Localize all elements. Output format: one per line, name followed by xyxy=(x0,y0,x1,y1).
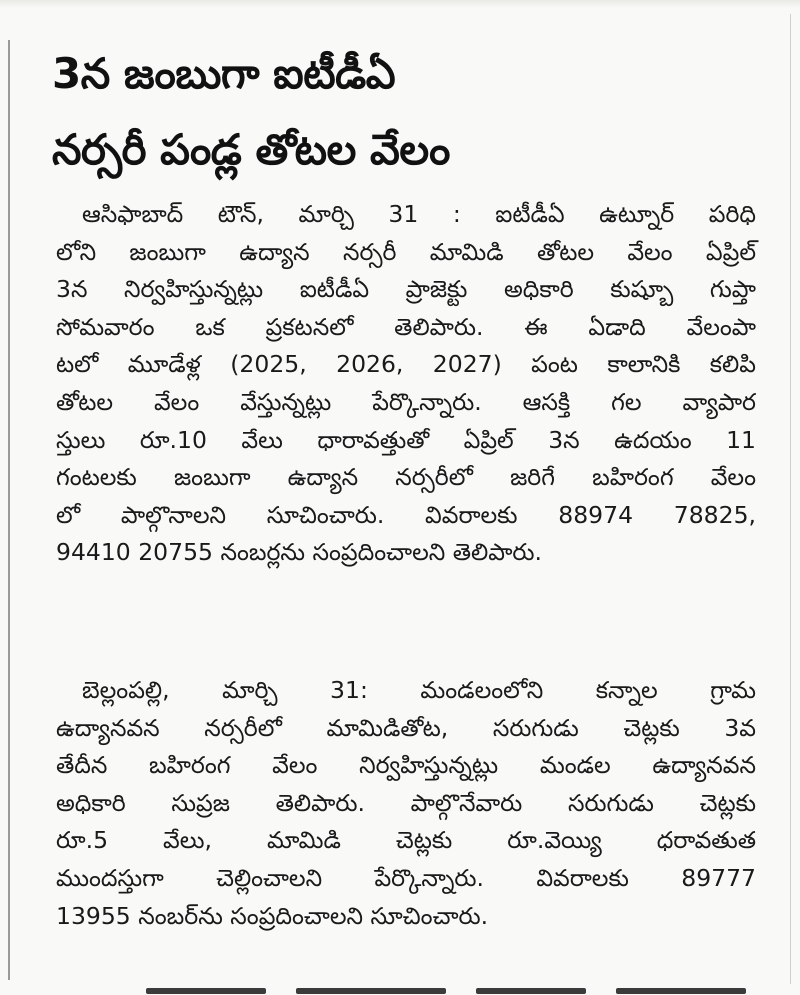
column-divider-left xyxy=(8,40,10,980)
article-line: ముందస్తుగా చెల్లించాలని పేర్కొన్నారు. వివరాలకు 89777 xyxy=(56,863,756,892)
article-line: టలో మూడేళ్ల (2025, 2026, 2027) పంట కాలానికి కలిపి xyxy=(56,350,756,379)
article-bellampalli xyxy=(56,672,756,935)
cut-off-next-line xyxy=(56,982,756,995)
article-line: 94410 20755 నంబర్లను సంప్రదించాలని తెలిపారు. xyxy=(56,538,542,567)
cut-off-text-fragment xyxy=(616,988,746,994)
top-edge xyxy=(0,0,800,8)
article-line: తేదీన బహిరంగ వేలం నిర్వహిస్తున్నట్లు మండల ఉద్యానవన xyxy=(56,751,756,780)
article-line: 3న నిర్వహిస్తున్నట్లు ఐటీడీఏ ప్రాజెక్టు అధికారి కుష్బూ గుప్తా xyxy=(56,275,756,304)
headline-line-1: 3న జంబుగా ఐటీడీఏ xyxy=(52,49,396,98)
article-line: స్తులు రూ.10 వేలు ధారావత్తుతో ఏప్రిల్ 3న ఉదయం 11 xyxy=(56,425,756,454)
article-line: అధికారి సుప్రజ తెలిపారు. పాల్గొనేవారు సరుగుడు చెట్లకు xyxy=(56,788,756,817)
article-line: గంటలకు జంబుగా ఉద్యాన నర్సరీలో జరిగే బహిరంగ వేలం xyxy=(56,463,756,492)
article-line: లోని జంబుగా ఉద్యాన నర్సరీ మామిడి తోటల వేలం ఏప్రిల్ xyxy=(56,237,756,266)
article-line: తోటల వేలం వేస్తున్నట్లు పేర్కొన్నారు. ఆసక్తి గల వ్యాపార xyxy=(56,387,756,416)
headline-line-2: నర్సరీ పండ్ల తోటల వేలం xyxy=(52,125,450,174)
cut-off-text-fragment xyxy=(476,988,586,994)
cut-off-text-fragment xyxy=(296,988,446,994)
article-line: లో పాల్గొనాలని సూచించారు. వివరాలకు 88974 78825, xyxy=(56,500,756,529)
column-divider-right xyxy=(790,14,791,984)
article-line: రూ.5 వేలు, మామిడి చెట్లకు రూ.వెయ్యి ధరావతుత xyxy=(56,826,756,855)
article-line: 13955 నంబర్‌ను సంప్రదించాలని సూచించారు. xyxy=(56,901,489,930)
article-line: ఆసిఫాబాద్ టౌన్, మార్చి 31 : ఐటీడీఏ ఉట్నూర్ పరిధి xyxy=(82,200,756,228)
article-line: సోమవారం ఒక ప్రకటనలో తెలిపారు. ఈ ఏడాది వేలంపా xyxy=(56,312,756,341)
headline xyxy=(52,36,772,188)
article-line: ఉద్యానవన నర్సరీలో మామిడితోట, సరుగుడు చెట్లకు 3వ xyxy=(56,713,756,742)
article-asifabad xyxy=(56,196,756,572)
article-line: బెల్లంపల్లి, మార్చి 31: మండలంలోని కన్నాల గ్రామ xyxy=(82,676,756,704)
cut-off-text-fragment xyxy=(146,988,266,994)
